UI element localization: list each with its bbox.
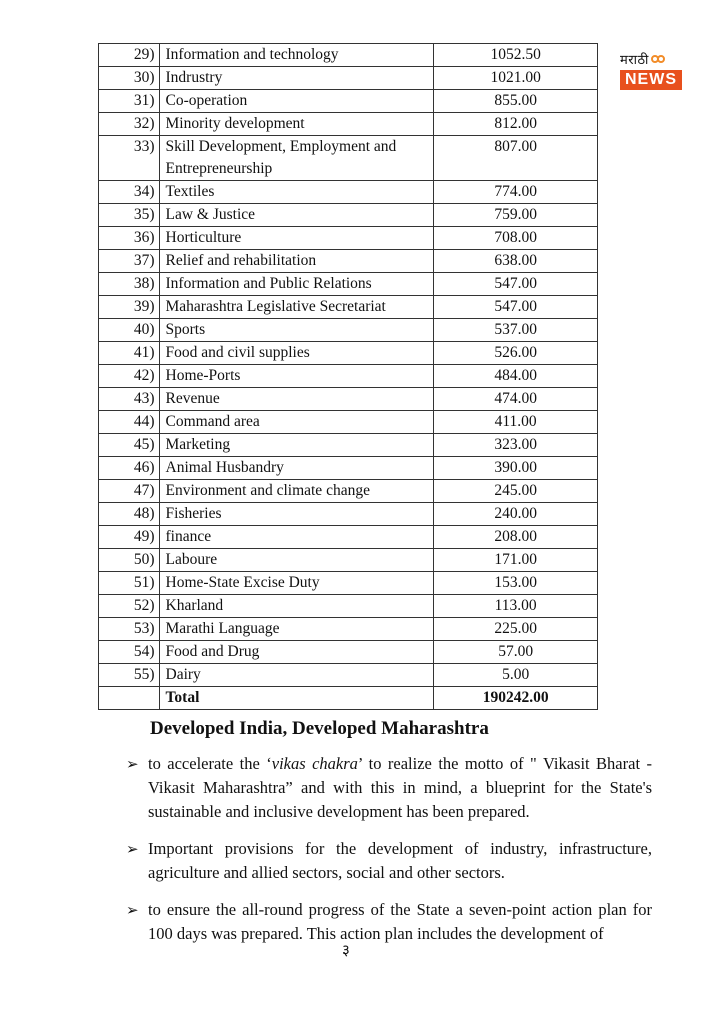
marathi-news-logo	[620, 50, 684, 92]
allocation-amount: 774.00	[434, 181, 598, 204]
row-number: 54)	[99, 641, 160, 664]
department-name: Law & Justice	[159, 204, 434, 227]
department-name: Command area	[159, 411, 434, 434]
bullet-text: to accelerate the ‘vikas chakra’ to realize the motto of " Vikasit Bharat - Vikasit Maharashtra” and with this in mind, a blueprint for the State's sustainable and inclusive development has been prepared.	[148, 754, 652, 821]
row-number: 51)	[99, 572, 160, 595]
total-label: Total	[159, 687, 434, 710]
row-number: 41)	[99, 342, 160, 365]
department-name: Revenue	[159, 388, 434, 411]
department-name: Maharashtra Legislative Secretariat	[159, 296, 434, 319]
table-row	[99, 67, 598, 90]
table-row	[99, 641, 598, 664]
department-name: Marketing	[159, 434, 434, 457]
allocation-amount: 240.00	[434, 503, 598, 526]
department-name: Indrustry	[159, 67, 434, 90]
table-row	[99, 342, 598, 365]
allocation-amount: 323.00	[434, 434, 598, 457]
table-row	[99, 319, 598, 342]
allocation-amount: 484.00	[434, 365, 598, 388]
table-row	[99, 664, 598, 687]
table-row	[99, 273, 598, 296]
arrow-bullet-icon: ➢	[126, 840, 139, 858]
row-number: 39)	[99, 296, 160, 319]
table-row	[99, 181, 598, 204]
total-row	[99, 687, 598, 710]
table-row	[99, 595, 598, 618]
arrow-bullet-icon: ➢	[126, 901, 139, 919]
bullet-list	[126, 752, 652, 959]
department-name: Animal Husbandry	[159, 457, 434, 480]
allocation-amount: 474.00	[434, 388, 598, 411]
department-name: Textiles	[159, 181, 434, 204]
allocation-amount: 171.00	[434, 549, 598, 572]
department-name: Fisheries	[159, 503, 434, 526]
row-number: 29)	[99, 44, 160, 67]
table-row	[99, 90, 598, 113]
allocation-amount: 547.00	[434, 296, 598, 319]
bullet-text: Important provisions for the development of industry, infrastructure, agriculture and allied sectors, social and other sectors.	[148, 839, 652, 882]
row-number: 36)	[99, 227, 160, 250]
table-row	[99, 250, 598, 273]
department-name: Home-State Excise Duty	[159, 572, 434, 595]
allocation-amount: 812.00	[434, 113, 598, 136]
row-number: 53)	[99, 618, 160, 641]
logo-marathi-text: मराठी	[620, 53, 649, 68]
row-number: 48)	[99, 503, 160, 526]
row-number: 46)	[99, 457, 160, 480]
department-name: Food and civil supplies	[159, 342, 434, 365]
section-heading: Developed India, Developed Maharashtra	[150, 718, 489, 739]
department-name: Food and Drug	[159, 641, 434, 664]
row-number: 32)	[99, 113, 160, 136]
bullet-item	[126, 752, 652, 824]
row-number: 47)	[99, 480, 160, 503]
allocation-amount: 708.00	[434, 227, 598, 250]
table-row	[99, 296, 598, 319]
allocation-amount: 547.00	[434, 273, 598, 296]
table-row	[99, 365, 598, 388]
table-row	[99, 549, 598, 572]
allocation-amount: 57.00	[434, 641, 598, 664]
page-number: ३	[342, 941, 350, 959]
table-row	[99, 434, 598, 457]
row-number: 55)	[99, 664, 160, 687]
table-row	[99, 204, 598, 227]
row-number: 37)	[99, 250, 160, 273]
total-number-cell	[99, 687, 160, 710]
allocation-amount: 855.00	[434, 90, 598, 113]
row-number: 30)	[99, 67, 160, 90]
department-name: Horticulture	[159, 227, 434, 250]
allocation-amount: 759.00	[434, 204, 598, 227]
department-name: Minority development	[159, 113, 434, 136]
allocation-amount: 113.00	[434, 595, 598, 618]
allocation-amount: 807.00	[434, 136, 598, 181]
allocation-amount: 208.00	[434, 526, 598, 549]
table-row	[99, 526, 598, 549]
row-number: 31)	[99, 90, 160, 113]
rings-icon	[653, 55, 665, 63]
allocation-amount: 5.00	[434, 664, 598, 687]
allocation-amount: 225.00	[434, 618, 598, 641]
department-name: Marathi Language	[159, 618, 434, 641]
allocation-amount: 638.00	[434, 250, 598, 273]
row-number: 35)	[99, 204, 160, 227]
table-row	[99, 113, 598, 136]
department-name: Skill Development, Employment and Entrepreneurship	[159, 136, 434, 181]
row-number: 38)	[99, 273, 160, 296]
bullet-item	[126, 898, 652, 946]
bullet-text: to ensure the all-round progress of the State a seven-point action plan for 100 days was prepared. This action plan includes the development of	[148, 900, 652, 943]
bullet-item	[126, 837, 652, 885]
table-row	[99, 136, 598, 181]
department-name: Relief and rehabilitation	[159, 250, 434, 273]
table-row	[99, 480, 598, 503]
table-row	[99, 572, 598, 595]
department-name: Co-operation	[159, 90, 434, 113]
budget-table	[98, 43, 598, 710]
row-number: 42)	[99, 365, 160, 388]
row-number: 33)	[99, 136, 160, 181]
department-name: Home-Ports	[159, 365, 434, 388]
row-number: 49)	[99, 526, 160, 549]
row-number: 40)	[99, 319, 160, 342]
row-number: 43)	[99, 388, 160, 411]
allocation-amount: 390.00	[434, 457, 598, 480]
arrow-bullet-icon: ➢	[126, 755, 139, 773]
table-row	[99, 457, 598, 480]
row-number: 44)	[99, 411, 160, 434]
allocation-amount: 526.00	[434, 342, 598, 365]
table-row	[99, 388, 598, 411]
department-name: Sports	[159, 319, 434, 342]
row-number: 50)	[99, 549, 160, 572]
department-name: Information and technology	[159, 44, 434, 67]
allocation-amount: 245.00	[434, 480, 598, 503]
department-name: finance	[159, 526, 434, 549]
table-row	[99, 618, 598, 641]
table-row	[99, 44, 598, 67]
table-row	[99, 503, 598, 526]
allocation-amount: 537.00	[434, 319, 598, 342]
department-name: Laboure	[159, 549, 434, 572]
table-row	[99, 411, 598, 434]
allocation-amount: 153.00	[434, 572, 598, 595]
department-name: Information and Public Relations	[159, 273, 434, 296]
allocation-amount: 411.00	[434, 411, 598, 434]
allocation-amount: 1052.50	[434, 44, 598, 67]
department-name: Environment and climate change	[159, 480, 434, 503]
allocation-amount: 1021.00	[434, 67, 598, 90]
row-number: 45)	[99, 434, 160, 457]
table-row	[99, 227, 598, 250]
total-amount: 190242.00	[434, 687, 598, 710]
row-number: 52)	[99, 595, 160, 618]
department-name: Dairy	[159, 664, 434, 687]
department-name: Kharland	[159, 595, 434, 618]
row-number: 34)	[99, 181, 160, 204]
logo-news-text: NEWS	[620, 70, 682, 90]
